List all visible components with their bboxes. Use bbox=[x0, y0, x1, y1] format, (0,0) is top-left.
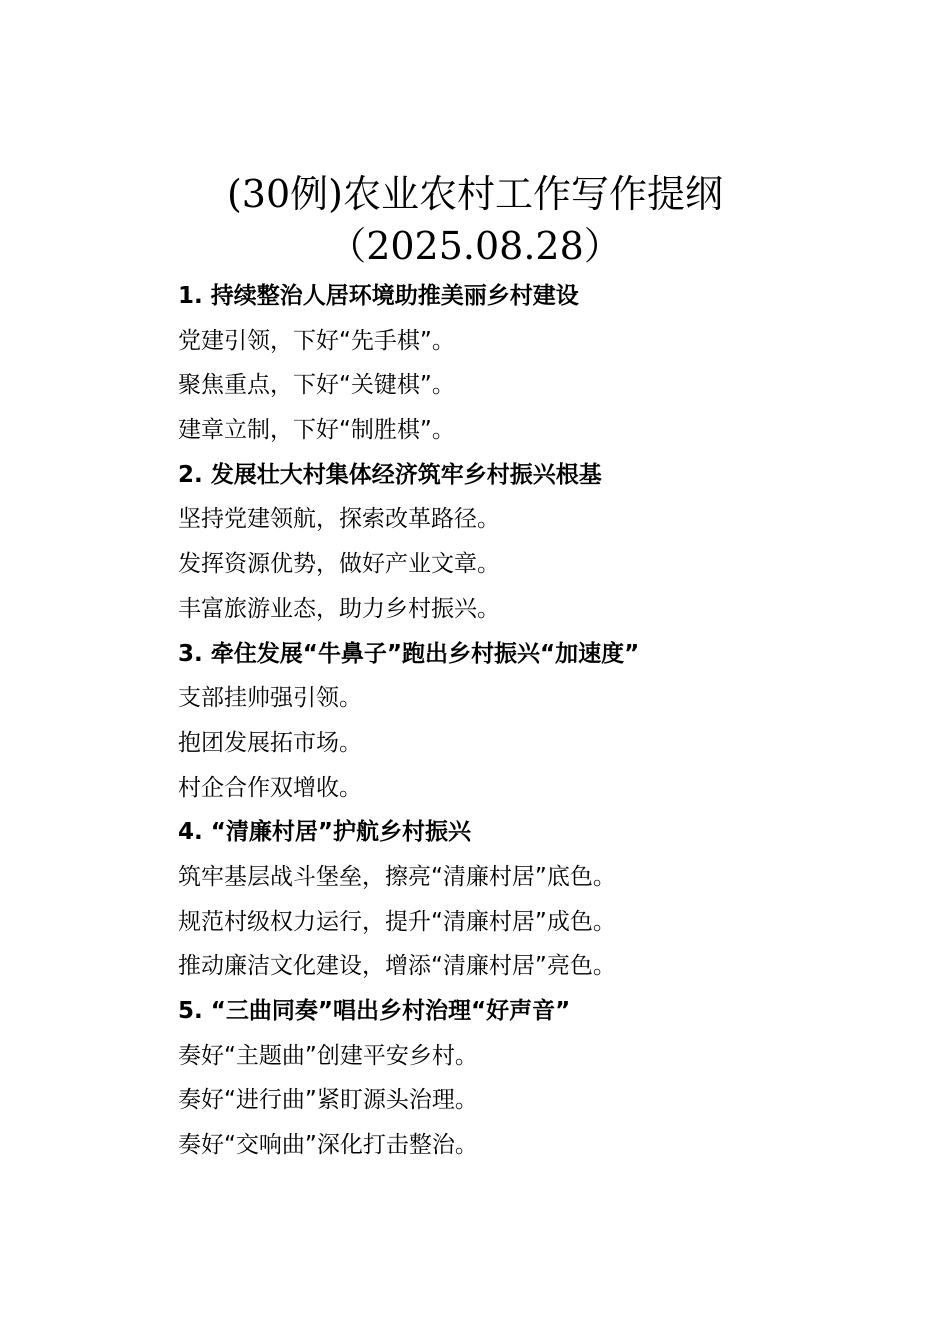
title-block bbox=[0, 168, 950, 272]
section-heading: 5. “三曲同奏”唱出乡村治理“好声音” bbox=[178, 998, 571, 1024]
outline-content bbox=[178, 274, 898, 1168]
outline-section bbox=[178, 989, 898, 1168]
section-item: 奏好“主题曲”创建平安乡村。 bbox=[178, 1042, 478, 1069]
document-title: (30例)农业农村工作写作提纲 bbox=[226, 172, 723, 216]
section-heading: 2. 发展壮大村集体经济筑牢乡村振兴根基 bbox=[178, 461, 602, 488]
outline-section bbox=[178, 810, 898, 989]
outline-section bbox=[178, 632, 898, 811]
section-heading: 3. 牵住发展“牛鼻子”跑出乡村振兴“加速度” bbox=[178, 640, 640, 667]
section-item: 村企合作双增收。 bbox=[178, 774, 362, 801]
section-item: 建章立制，下好“制胜棋”。 bbox=[178, 417, 455, 444]
outline-section bbox=[178, 274, 898, 453]
section-item: 奏好“交响曲”深化打击整治。 bbox=[178, 1132, 478, 1159]
outline-section bbox=[178, 453, 898, 632]
section-item: 推动廉洁文化建设，增添“清廉村居”亮色。 bbox=[178, 953, 616, 980]
section-item: 发挥资源优势，做好产业文章。 bbox=[178, 551, 500, 578]
section-item: 规范村级权力运行，提升“清廉村居”成色。 bbox=[178, 908, 616, 935]
section-item: 坚持党建领航，探索改革路径。 bbox=[178, 506, 500, 533]
section-item: 筑牢基层战斗堡垒，擦亮“清廉村居”底色。 bbox=[178, 863, 616, 890]
section-item: 丰富旅游业态，助力乡村振兴。 bbox=[178, 595, 500, 622]
section-item: 党建引领，下好“先手棋”。 bbox=[178, 327, 455, 354]
section-heading: 1. 持续整治人居环境助推美丽乡村建设 bbox=[178, 283, 579, 309]
section-item: 抱团发展拓市场。 bbox=[178, 729, 362, 756]
section-heading: 4. “清廉村居”护航乡村振兴 bbox=[178, 819, 471, 846]
section-item: 聚焦重点，下好“关键棋”。 bbox=[178, 372, 455, 399]
section-item: 奏好“进行曲”紧盯源头治理。 bbox=[178, 1087, 478, 1114]
document-date: （2025.08.28） bbox=[328, 224, 622, 268]
section-item: 支部挂帅强引领。 bbox=[178, 685, 362, 712]
